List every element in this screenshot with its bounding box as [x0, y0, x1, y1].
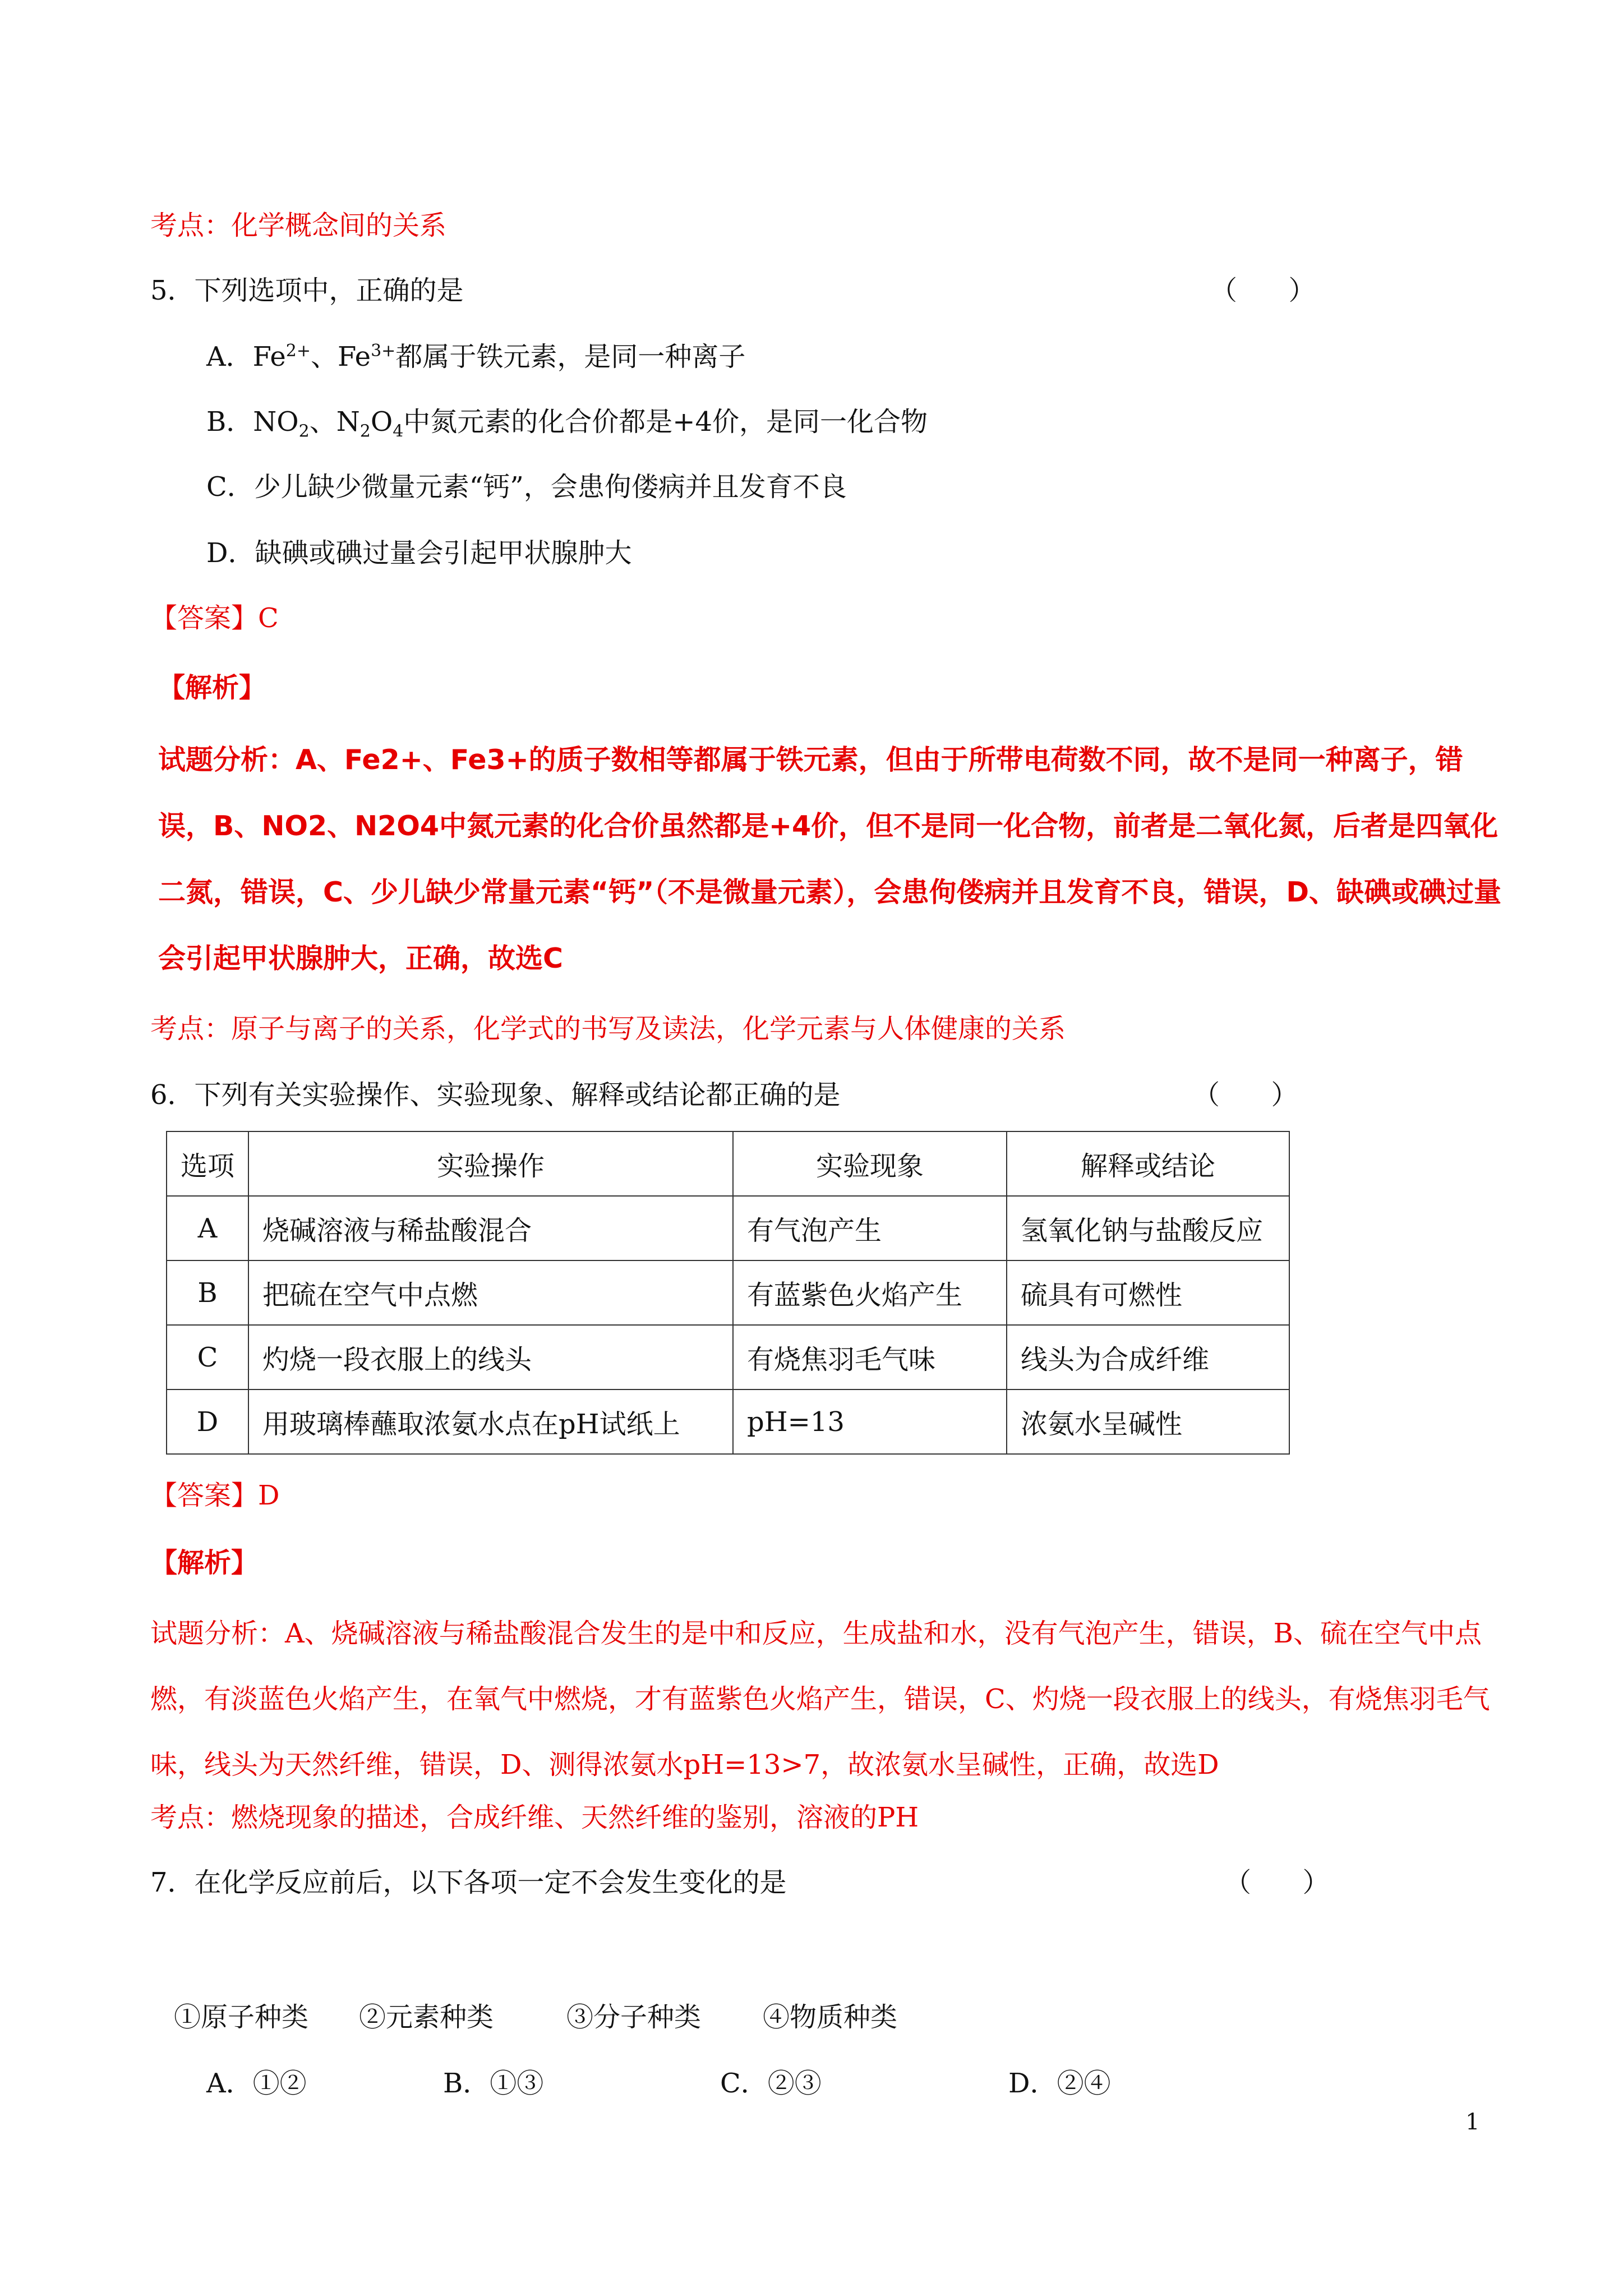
table-row	[167, 1325, 1289, 1389]
option-b: B．$NO_2$、$N_2O_4$中氮元素的化合价都是+4价，是同一化合物	[206, 406, 928, 441]
table-row	[167, 1389, 1289, 1454]
table-cell: 灼烧一段衣服上的线头	[248, 1325, 733, 1389]
option-d: D．缺碘或碘过量会引起甲状腺肿大	[206, 537, 632, 569]
table-header-cell: 实验操作	[248, 1131, 733, 1196]
question-7-stem: 7．在化学反应前后，以下各项一定不会发生变化的是	[150, 1867, 787, 1898]
analysis-heading: 【解析】	[158, 672, 266, 703]
table-cell: B	[167, 1260, 248, 1325]
page-number: 1	[1465, 2109, 1480, 2135]
table-cell: D	[167, 1389, 248, 1454]
experiment-table	[166, 1131, 1290, 1455]
option-a: A．$Fe^{2+}$、$Fe^{3+}$都属于铁元素，是同一种离子	[206, 341, 746, 372]
table-cell: 把硫在空气中点燃	[248, 1260, 733, 1325]
analysis-text: 试题分析：A、Fe2+、Fe3+的质子数相等都属于铁元素，但由于所带电荷数不同，故不是同一种离子，错误，B、NO2、N2O4中氮元素的化合价虽然都是+4价，但不是同一化合物，前者是二氧化氮，后者是四氧化二氮，错误，C、少儿缺少常量元素“钙”（不是微量元素），会患佝偻病并且发育不良，错误，D、缺碘或碘过量会引起甲状腺肿大，正确，故选C	[158, 744, 1502, 974]
item-3: ③分子种类	[566, 2001, 702, 2033]
table-header-cell: 实验现象	[733, 1131, 1007, 1196]
option-c: C．少儿缺少微量元素“钙”，会患佝偻病并且发育不良	[206, 471, 847, 503]
analysis-heading: 【解析】	[150, 1547, 259, 1579]
table-cell: 有烧焦羽毛气味	[733, 1325, 1007, 1389]
table-row	[167, 1196, 1289, 1260]
table-cell: 浓氨水呈碱性	[1007, 1389, 1289, 1454]
table-cell: 氢氧化钠与盐酸反应	[1007, 1196, 1289, 1260]
kaodian-line: 考点：燃烧现象的描述，合成纤维、天然纤维的鉴别，溶液的PH	[150, 1802, 919, 1833]
table-cell: 硫具有可燃性	[1007, 1260, 1289, 1325]
table-cell: 线头为合成纤维	[1007, 1325, 1289, 1389]
table-cell: A	[167, 1196, 248, 1260]
table-header-cell: 解释或结论	[1007, 1131, 1289, 1196]
table-cell: C	[167, 1325, 248, 1389]
table-header-row	[167, 1131, 1289, 1196]
item-2: ②元素种类	[359, 2001, 494, 2033]
table-cell: 烧碱溶液与稀盐酸混合	[248, 1196, 733, 1260]
analysis-text: 试题分析：A、烧碱溶液与稀盐酸混合发生的是中和反应，生成盐和水，没有气泡产生，错误，B、硫在空气中点燃，有淡蓝色火焰产生，在氧气中燃烧，才有蓝紫色火焰产生，错误，C、灼烧一段衣服上的线头，有烧焦羽毛气味，线头为天然纤维，错误，D、测得浓氨水pH=13>7，故浓氨水呈碱性，正确，故选D	[150, 1618, 1490, 1780]
item-4: ④物质种类	[763, 2001, 898, 2033]
choice-a: A．①②	[206, 2068, 307, 2099]
table-cell: pH=13	[733, 1389, 1007, 1454]
table-row	[167, 1260, 1289, 1325]
kaodian-heading: 考点：化学概念间的关系	[150, 210, 447, 241]
table-cell: 有气泡产生	[733, 1196, 1007, 1260]
choice-c: C．②③	[720, 2068, 822, 2099]
question-6-stem: 6．下列有关实验操作、实验现象、解释或结论都正确的是	[150, 1079, 841, 1111]
answer-label: 【答案】C	[150, 602, 279, 634]
table-cell: 用玻璃棒蘸取浓氨水点在pH试纸上	[248, 1389, 733, 1454]
table-cell: 有蓝紫色火焰产生	[733, 1260, 1007, 1325]
table-header-cell: 选项	[167, 1131, 248, 1196]
answer-paren: （ ）	[1210, 275, 1316, 306]
answer-paren: （ ）	[1224, 1867, 1330, 1898]
answer-label: 【答案】D	[150, 1480, 280, 1511]
choice-b: B．①③	[443, 2068, 544, 2099]
choice-d: D．②④	[1008, 2068, 1111, 2099]
item-1: ①原子种类	[174, 2001, 309, 2033]
question-5-stem: 5．下列选项中，正确的是	[150, 275, 464, 306]
kaodian-line: 考点：原子与离子的关系，化学式的书写及读法，化学元素与人体健康的关系	[150, 1013, 1066, 1045]
answer-paren: （ ）	[1193, 1079, 1298, 1111]
